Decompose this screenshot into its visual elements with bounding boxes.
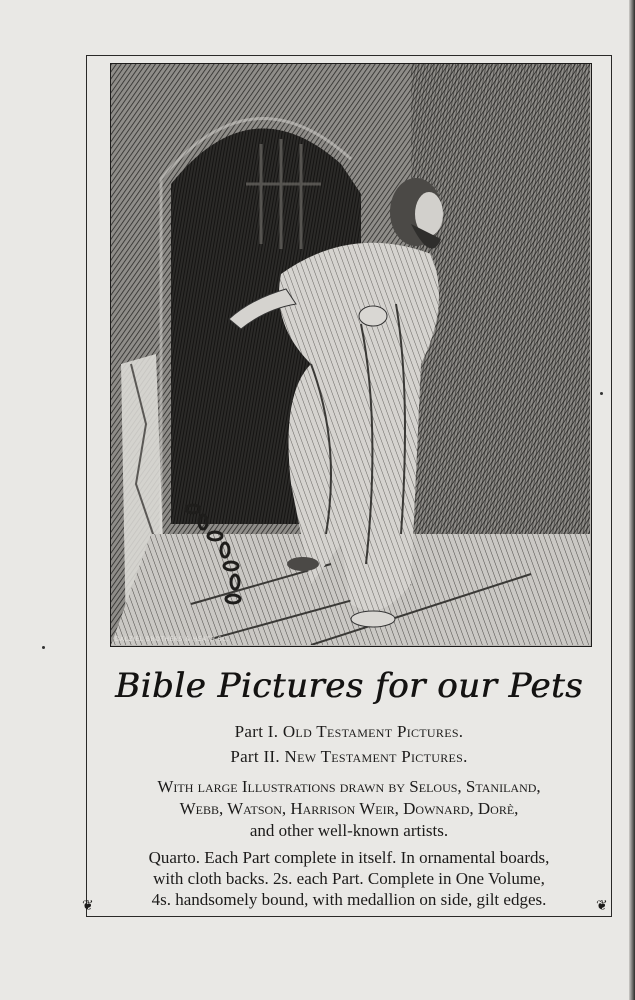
part-two-label: New Testament Pictures. [284,747,468,766]
illustrators-line-3: and other well-known artists. [249,821,449,840]
part-one-prefix: Part I. [234,722,279,741]
book-title: Bible Pictures for our Pets [114,666,584,706]
engraving-figure-artwork [111,64,590,645]
illustrators-line-1: With large Illustrations drawn by Selous, Staniland, [157,777,541,796]
description-line-1: Quarto. Each Part complete in itself. In ornamental boards, [148,848,550,867]
part-one-line [86,722,612,742]
corner-ornament-right-icon: ❦ [596,898,608,914]
illustrators-line-2: Webb, Watson, Harrison Weir, Downard, Dorè, [179,799,519,818]
engraving-illustration [110,63,592,647]
speck-mark [600,392,603,395]
part-two-prefix: Part II. [230,747,280,766]
corner-ornament-left-icon: ❦ [82,898,94,914]
illustrators-paragraph [96,776,602,842]
description-line-3: 4s. handsomely bound, with medallion on side, gilt edges. [151,890,547,909]
page-edge-shadow [629,0,635,1000]
engraver-credit: DALZIEL BROTHERS & HEATH SC. [115,636,230,643]
speck-mark [42,646,45,649]
part-two-line [86,747,612,767]
description-paragraph [96,847,602,910]
description-line-2: with cloth backs. 2s. each Part. Complete in One Volume, [153,869,545,888]
part-one-label: Old Testament Pictures. [282,722,464,741]
